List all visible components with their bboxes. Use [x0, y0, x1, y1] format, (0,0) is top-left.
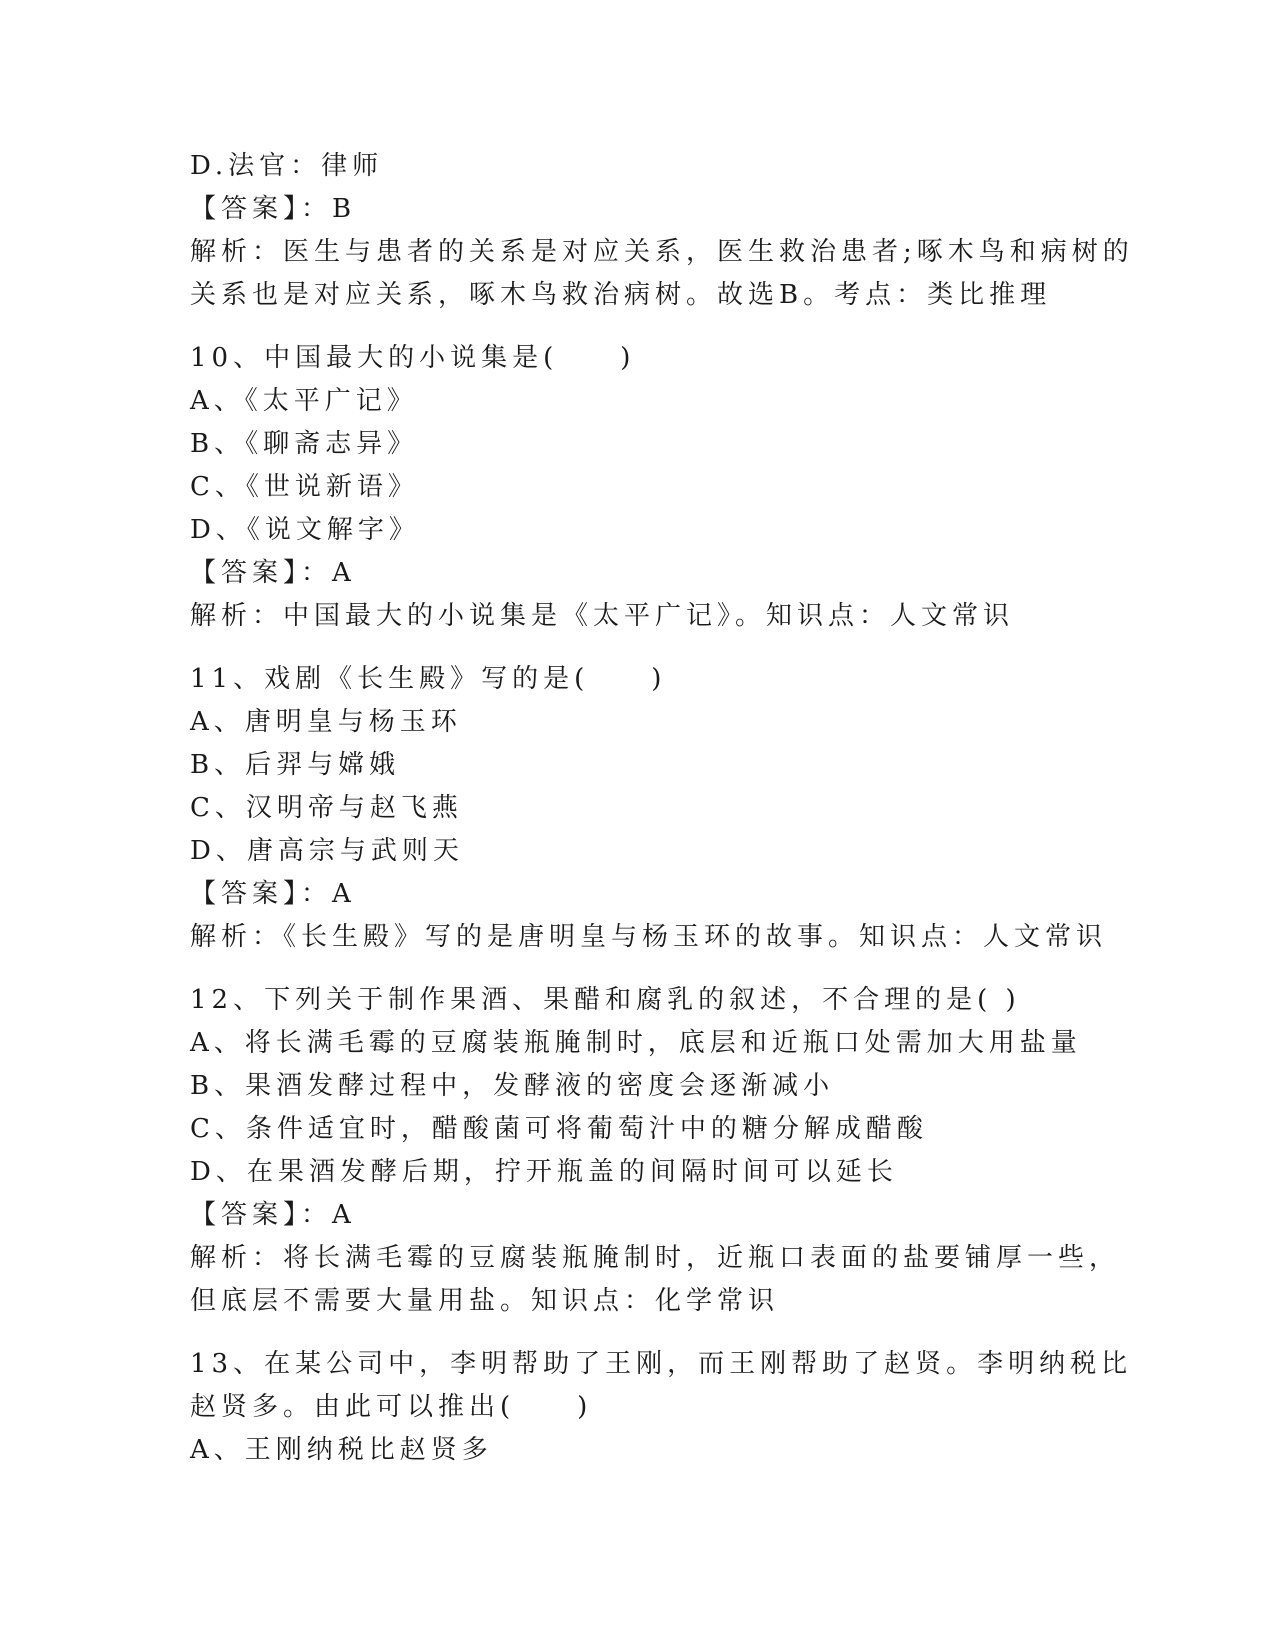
q12-question: 12、下列关于制作果酒、果醋和腐乳的叙述，不合理的是( )	[190, 985, 1021, 1015]
q12-answer: 【答案】：A	[190, 1200, 356, 1230]
q10-answer: 【答案】：A	[190, 558, 356, 588]
q9-explanation-line-2: 关系也是对应关系，啄木鸟救治病树。故选B。考点：类比推理	[190, 280, 1052, 310]
q12-explanation-line-1: 解析：将长满毛霉的豆腐装瓶腌制时，近瓶口表面的盐要铺厚一些，	[190, 1243, 1121, 1273]
q10-explanation: 解析：中国最大的小说集是《太平广记》。知识点：人文常识	[190, 601, 1015, 631]
q11-answer: 【答案】：A	[190, 879, 356, 909]
q12-option-a: A、将长满毛霉的豆腐装瓶腌制时，底层和近瓶口处需加大用盐量	[190, 1028, 1082, 1058]
q11-option-a: A、唐明皇与杨玉环	[190, 707, 462, 737]
q13-option-a: A、王刚纳税比赵贤多	[190, 1435, 493, 1465]
q11-option-d: D、唐高宗与武则天	[190, 836, 464, 866]
q9-option-d: D.法官：律师	[190, 151, 384, 181]
q10-option-c: C、《世说新语》	[190, 472, 419, 502]
q10-option-d: D、《说文解字》	[190, 515, 420, 545]
q11-explanation: 解析：《长生殿》写的是唐明皇与杨玉环的故事。知识点：人文常识	[190, 922, 1108, 952]
q10-option-b: B、《聊斋志异》	[190, 429, 419, 459]
q12-explanation-line-2: 但底层不需要大量用盐。知识点：化学常识	[190, 1286, 780, 1316]
q9-explanation-line-1: 解析：医生与患者的关系是对应关系，医生救治患者;啄木鸟和病树的	[190, 237, 1134, 267]
q11-option-c: C、汉明帝与赵飞燕	[190, 793, 463, 823]
q13-question-line-2: 赵贤多。由此可以推出( )	[190, 1392, 593, 1422]
q12-option-b: B、果酒发酵过程中，发酵液的密度会逐渐减小	[190, 1071, 835, 1101]
q10-option-a: A、《太平广记》	[190, 386, 418, 416]
q11-question: 11、戏剧《长生殿》写的是( )	[190, 664, 667, 694]
q13-question-line-1: 13、在某公司中，李明帮助了王刚，而王刚帮助了赵贤。李明纳税比	[190, 1349, 1133, 1379]
q10-question: 10、中国最大的小说集是( )	[190, 343, 636, 373]
q11-option-b: B、后羿与嫦娥	[190, 750, 401, 780]
document-page	[190, 145, 1134, 1472]
q9-answer: 【答案】：B	[190, 194, 357, 224]
q12-option-c: C、条件适宜时，醋酸菌可将葡萄汁中的糖分解成醋酸	[190, 1114, 928, 1144]
q12-option-d: D、在果酒发酵后期，拧开瓶盖的间隔时间可以延长	[190, 1157, 898, 1187]
